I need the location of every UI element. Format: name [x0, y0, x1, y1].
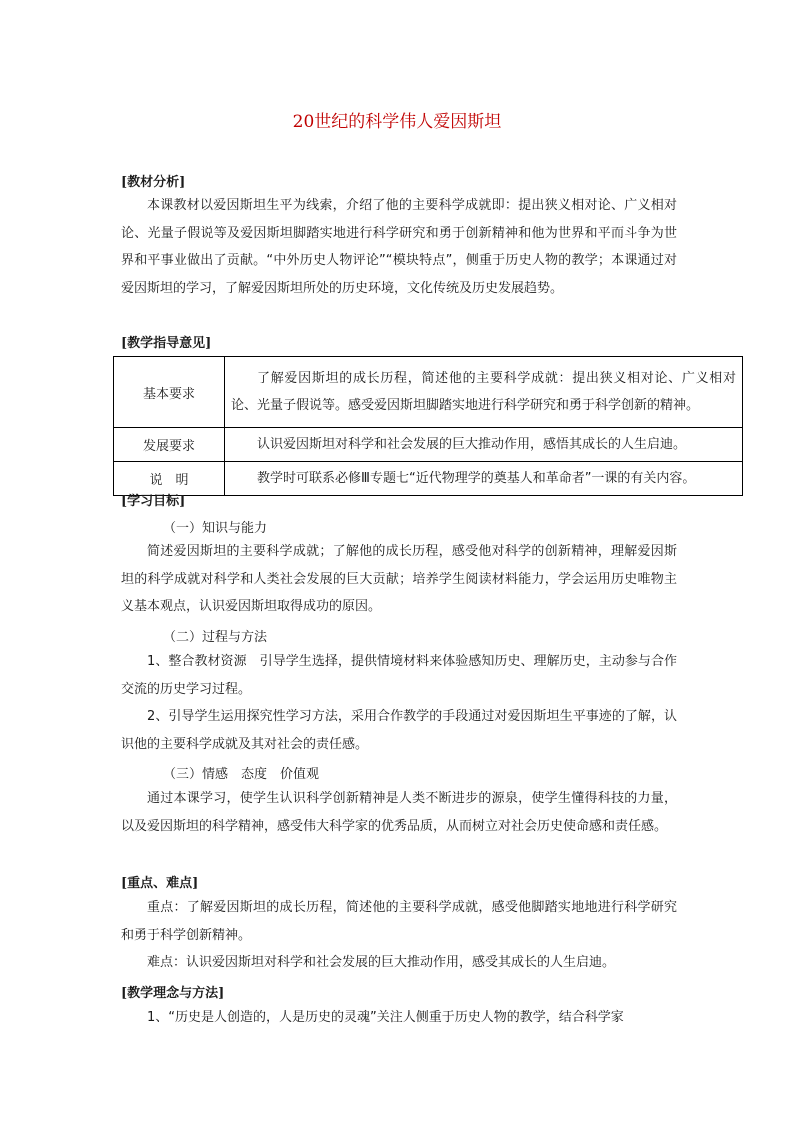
guide-table — [113, 356, 743, 496]
guide-label-development: 发展要求 — [114, 428, 225, 462]
difficult-points-paragraph: 难点：认识爱因斯坦对科学和社会发展的巨大推动作用，感受其成长的人生启迪。 — [147, 955, 616, 970]
goal1-title: （一）知识与能力 — [163, 521, 268, 536]
goal3-paragraph: 通过本课学习，使学生认识科学创新精神是人类不断进步的源泉，使学生懂得科技的力量，以及爱因斯坦的科学精神，感受伟大科学家的优秀品质，从而树立对社会历史使命感和责任感。 — [121, 791, 677, 834]
goal2-paragraph-2: 2、引导学生运用探究性学习方法，采用合作教学的手段通过对爱因斯坦生平事迹的了解，认识他的主要科学成就及其对社会的责任感。 — [121, 709, 677, 752]
guide-content-development: 认识爱因斯坦对科学和社会发展的巨大推动作用，感悟其成长的人生启迪。 — [225, 428, 743, 462]
table-row — [114, 462, 743, 496]
goal2-title: （二）过程与方法 — [163, 630, 268, 645]
guide-heading: [教学指导意见] — [121, 336, 212, 351]
goal2-paragraph-1: 1、整合教材资源 引导学生选择，提供情境材料来体验感知历史、理解历史，主动参与合作交流的历史学习过程。 — [121, 654, 677, 697]
key-points-paragraph: 重点：了解爱因斯坦的成长历程，简述他的主要科学成就，感受他脚踏实地地进行科学研究和勇于科学创新精神。 — [121, 900, 677, 943]
table-row — [114, 428, 743, 462]
goal3-title: （三）情感 态度 价值观 — [163, 767, 320, 782]
goals-heading: [学习目标] — [121, 494, 186, 509]
method-heading: [教学理念与方法] — [121, 986, 225, 1001]
guide-label-basic: 基本要求 — [114, 357, 225, 428]
goal1-paragraph: 简述爱因斯坦的主要科学成就；了解他的成长历程，感受他对科学的创新精神，理解爱因斯坦的科学成就对科学和人类社会发展的巨大贡献；培养学生阅读材料能力，学会运用历史唯物主义基本观点，认识爱因斯坦取得成功的原因。 — [121, 544, 677, 614]
guide-content-basic: 了解爱因斯坦的成长历程，简述他的主要科学成就：提出狭义相对论、广义相对论、光量子假说等。感受爱因斯坦脚踏实地进行科学研究和勇于科学创新的精神。 — [225, 357, 743, 428]
key-points-heading: [重点、难点] — [121, 876, 199, 891]
method-paragraph: 1、“历史是人创造的，人是历史的灵魂”关注人侧重于历史人物的教学，结合科学家 — [147, 1010, 624, 1025]
page-title: 20世纪的科学伟人爱因斯坦 — [292, 112, 502, 132]
table-row — [114, 357, 743, 428]
analysis-paragraph: 本课教材以爱因斯坦生平为线索，介绍了他的主要科学成就即：提出狭义相对论、广义相对论、光量子假说等及爱因斯坦脚踏实地进行科学研究和勇于创新精神和他为世界和平而斗争为世界和平事业做出了贡献。“中外历史人物评论”“模块特点”，侧重于历史人物的教学；本课通过对爱因斯坦的学习，了解爱因斯坦所处的历史环境，文化传统及历史发展趋势。 — [121, 198, 677, 296]
guide-content-note: 教学时可联系必修Ⅲ专题七“近代物理学的奠基人和革命者”一课的有关内容。 — [225, 462, 743, 496]
analysis-heading: [教材分析] — [121, 175, 186, 190]
guide-label-note: 说 明 — [114, 462, 225, 496]
